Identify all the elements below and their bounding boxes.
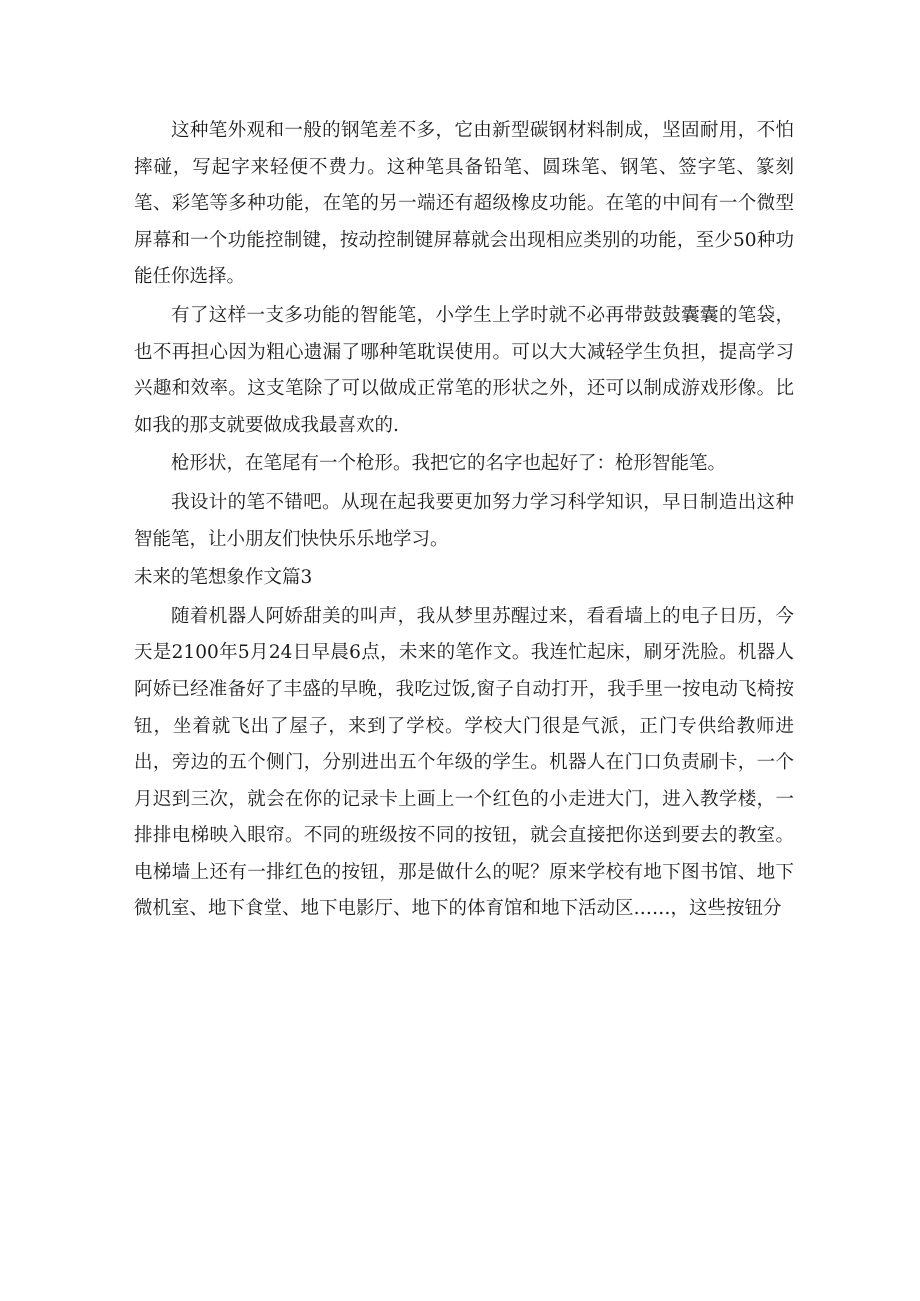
paragraph-essay-3-body: 随着机器人阿娇甜美的叫声，我从梦里苏醒过来，看看墙上的电子日历，今天是2100年5月24日早晨6点，未来的笔作文。我连忙起床，刷牙洗脸。机器人阿娇已经准备好了丰盛的早晚，我吃过饭,窗子自动打开，我手里一按电动飞椅按钮，坐着就飞出了屋子，来到了学校。学校大门很是气派，正门专供给教师进出，旁边的五个侧门，分别进出五个年级的学生。机器人在门口负责刷卡，一个月迟到三次，就会在你的记录卡上画上一个红色的小走进大门，进入教学楼，一排排电梯映入眼帘。不同的班级按不同的按钮，就会直接把你送到要去的教室。电梯墙上还有一排红色的按钮，那是做什么的呢？原来学校有地下图书馆、地下微机室、地下食堂、地下电影厅、地下的体育馆和地下活动区……，这些按钮分 [134,605,794,920]
paragraph-smart-pen-benefits: 有了这样一支多功能的智能笔，小学生上学时就不必再带鼓鼓囊囊的笔袋，也不再担心因为粗心遗漏了哪种笔耽误使用。可以大大减轻学生负担，提高学习兴趣和效率。这支笔除了可以做成正常笔的形状之外，还可以制成游戏形像。比如我的那支就要做成我最喜欢的. [134,304,794,436]
paragraph-gun-shape: 枪形状，在笔尾有一个枪形。我把它的名字也起好了：枪形智能笔。 [171,453,727,475]
paragraph-conclusion: 我设计的笔不错吧。从现在起我要更加努力学习科学知识，早日制造出这种智能笔，让小朋友们快快乐乐地学习。 [134,491,794,550]
document-page [134,113,794,930]
paragraph-pen-features: 这种笔外观和一般的钢笔差不多，它由新型碳钢材料制成，坚固耐用，不怕摔碰，写起字来轻便不费力。这种笔具备铅笔、圆珠笔、钢笔、签字笔、篆刻笔、彩笔等多种功能，在笔的另一端还有超级橡皮功能。在笔的中间有一个微型屏幕和一个功能控制键，按动控制键屏幕就会出现相应类别的功能，至少50种功能任你选择。 [134,120,794,288]
section-title: 未来的笔想象作文篇3 [134,567,313,589]
